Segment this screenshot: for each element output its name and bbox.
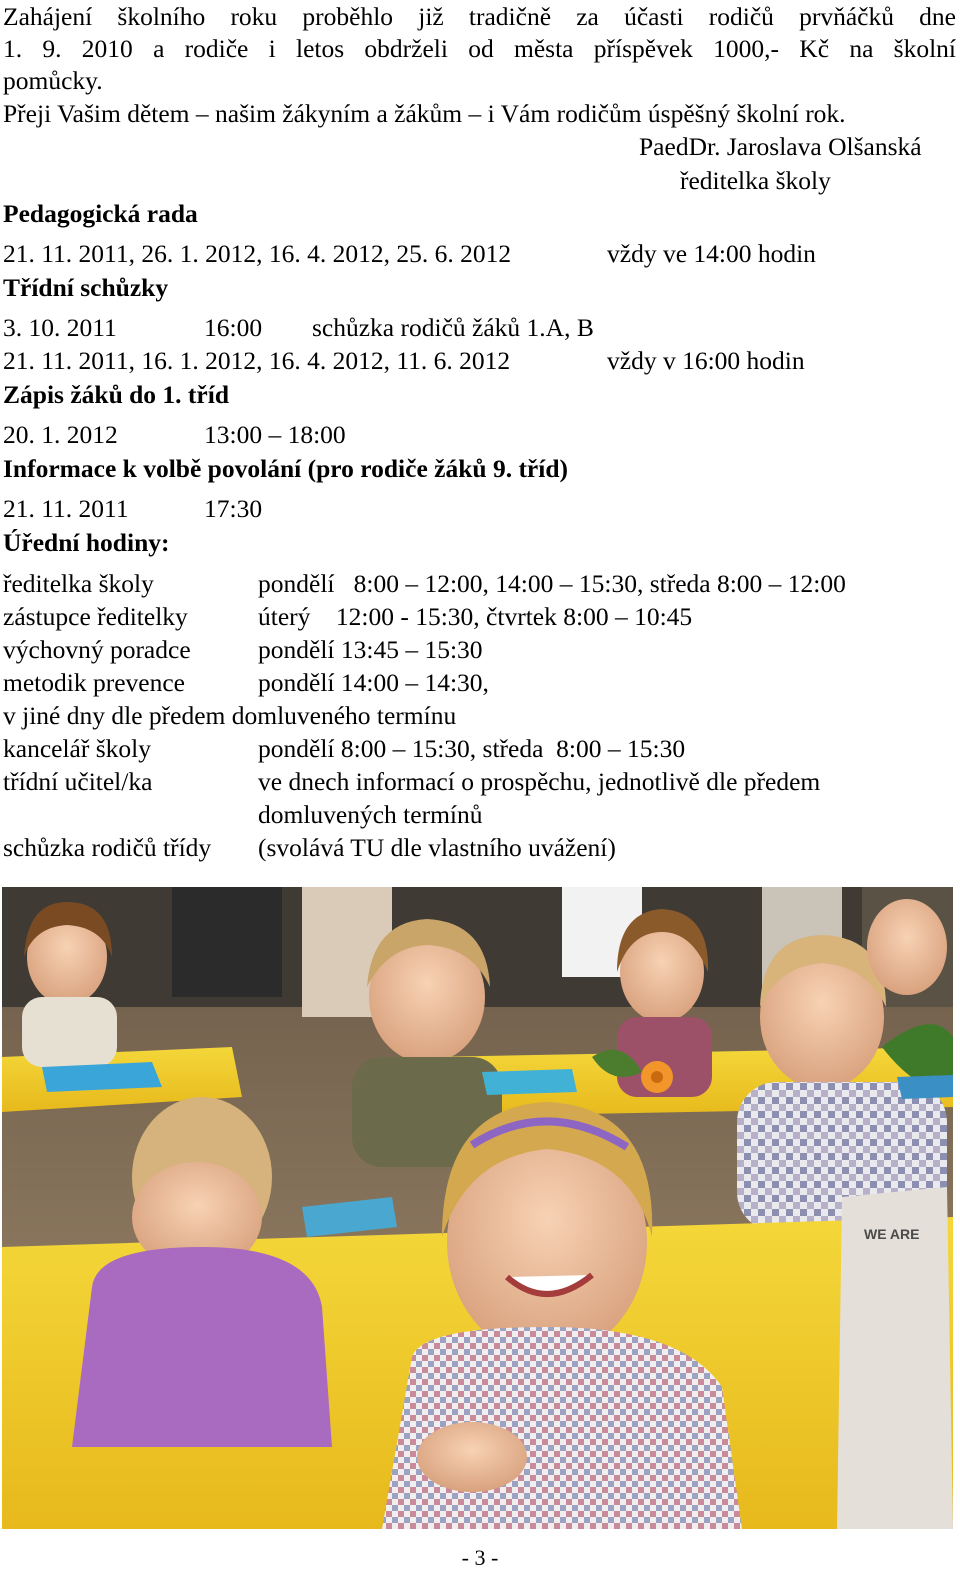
office-hours: pondělí 13:45 – 15:30 (258, 635, 483, 664)
office-hours: pondělí 14:00 – 14:30, (258, 668, 489, 697)
zapis-heading: Zápis žáků do 1. tříd (3, 380, 230, 409)
zapis-time: 13:00 – 18:00 (204, 420, 346, 449)
intro-line-2: 1. 9. 2010 a rodiče i letos obdrželi od města příspěvek 1000,- Kč na školní (3, 34, 956, 63)
boy-head (867, 899, 947, 995)
office-hours: pondělí 8:00 – 15:30, středa 8:00 – 15:30 (258, 734, 686, 763)
girl-shirt (382, 1327, 742, 1529)
informace-heading: Informace k volbě povolání (pro rodiče žáků 9. tříd) (3, 454, 569, 483)
office-note: v jiné dny dle předem domluveného termínu (3, 701, 457, 730)
signature-role: ředitelka školy (680, 166, 831, 195)
office-role: ředitelka školy (3, 569, 154, 598)
tridni-schuzky-note-1: schůzka rodičů žáků 1.A, B (312, 313, 594, 342)
signature-name: PaedDr. Jaroslava Olšanská (639, 132, 922, 161)
adult-figure (172, 887, 282, 997)
intro-wish: Přeji Vašim dětem – našim žákyním a žákům – i Vám rodičům úspěšný školní rok. (3, 99, 846, 128)
tridni-schuzky-dates-2: 21. 11. 2011, 16. 1. 2012, 16. 4. 2012, 11. 6. 2012 (3, 346, 511, 375)
office-role: metodik prevence (3, 668, 185, 697)
office-hours: pondělí 8:00 – 12:00, 14:00 – 15:30, středa 8:00 – 12:00 (258, 569, 846, 598)
office-hours: (svolává TU dle vlastního uvážení) (258, 833, 616, 862)
office-hours: ve dnech informací o prospěchu, jednotlivě dle předem (258, 767, 821, 796)
office-role: zástupce ředitelky (3, 602, 188, 631)
girl-body (22, 997, 117, 1067)
intro-line-1: Zahájení školního roku proběhlo již tradičně za účasti rodičů prvňáčků dne (3, 2, 956, 31)
book (42, 1062, 162, 1092)
tridni-schuzky-date-1: 3. 10. 2011 (3, 313, 117, 342)
tridni-schuzky-heading: Třídní schůzky (3, 273, 169, 302)
page-number: - 3 - (461, 1545, 499, 1570)
girl-shirt (72, 1247, 332, 1447)
office-role: třídní učitel/ka (3, 767, 153, 796)
zapis-date: 20. 1. 2012 (3, 420, 118, 449)
intro-line-3: pomůcky. (3, 66, 103, 95)
office-role: výchovný poradce (3, 635, 191, 664)
book (482, 1069, 577, 1095)
informace-time: 17:30 (204, 494, 263, 523)
classroom-photo (2, 887, 953, 1529)
pedagogicka-rada-heading: Pedagogická rada (3, 199, 198, 228)
office-hours: úterý 12:00 - 15:30, čtvrtek 8:00 – 10:45 (258, 602, 693, 631)
office-hours-continuation: domluvených termínů (258, 800, 483, 829)
informace-date: 21. 11. 2011 (3, 494, 129, 523)
tridni-schuzky-time-2: vždy v 16:00 hodin (607, 346, 805, 375)
girl-hand (417, 1422, 527, 1492)
package-text: WE ARE (864, 1226, 920, 1242)
book (897, 1075, 953, 1099)
pedagogicka-rada-time: vždy ve 14:00 hodin (607, 239, 816, 268)
tridni-schuzky-time-1: 16:00 (204, 313, 263, 342)
uredni-hodiny-heading: Úřední hodiny: (3, 528, 170, 557)
office-role: schůzka rodičů třídy (3, 833, 212, 862)
flower-center (651, 1071, 663, 1083)
office-role: kancelář školy (3, 734, 151, 763)
pedagogicka-rada-dates: 21. 11. 2011, 26. 1. 2012, 16. 4. 2012, 25. 6. 2012 (3, 239, 512, 268)
